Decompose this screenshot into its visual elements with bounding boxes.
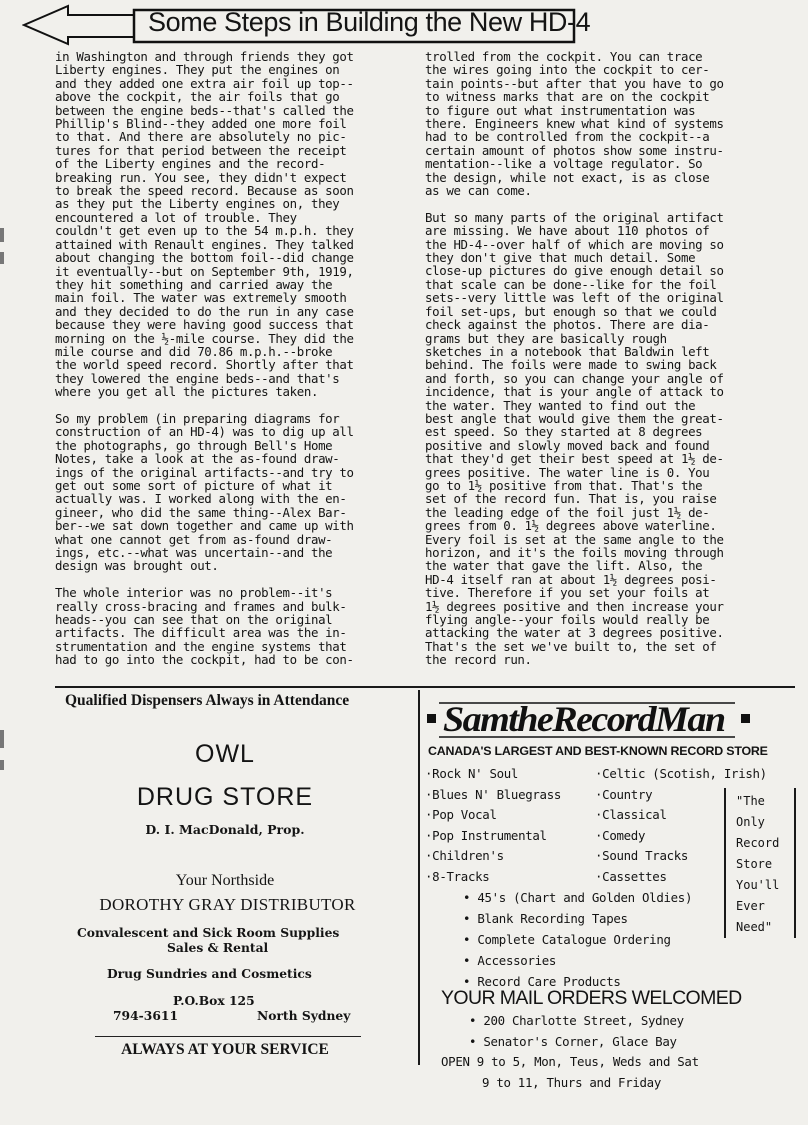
quote-line: Only	[736, 815, 765, 829]
text-line: check against the photos. There are dia-	[425, 317, 710, 333]
genre-item: ·Celtic (Scotish, Irish)	[595, 766, 767, 781]
sam-record-man-ad	[425, 690, 800, 1100]
genre-item: ·Cassettes	[595, 869, 667, 884]
quote-line: "The	[736, 794, 765, 808]
text-line: between the engine beds--that's called the	[55, 102, 354, 118]
text-line: That's the set we've built to, the set of	[425, 638, 717, 654]
text-line: heads--you can see that on the original	[55, 612, 333, 628]
text-line: certain amount of photos show some instru-	[425, 142, 724, 158]
text-line: best angle that would give them the great-	[425, 410, 724, 426]
article-paragraph	[55, 412, 415, 573]
text-line: they lowered the engine beds--and that's	[55, 370, 340, 386]
text-line: and forth, so you can change your angle of	[425, 370, 724, 386]
text-line: flying angle--your foils would really be	[425, 612, 710, 628]
text-line: it eventually--but on September 9th, 1919,	[55, 263, 354, 279]
article-column-right	[425, 50, 805, 680]
text-line: as they put the Liberty engines on, they	[55, 196, 340, 212]
slogan-quote-box	[724, 788, 796, 938]
genre-item: ·Pop Instrumental	[425, 828, 547, 843]
text-line: the record run.	[425, 652, 532, 668]
text-line: go to 1½ positive from that. That's the	[425, 477, 703, 493]
text-line: Phillip's Blind--they added one more foil	[55, 116, 347, 132]
text-line: attained with Renault engines. They talked	[55, 236, 354, 252]
text-line: tain points--but after that you have to go	[425, 75, 724, 91]
quote-line: Record	[736, 836, 780, 850]
text-line: So my problem (in preparing diagrams for	[55, 410, 340, 426]
text-line: morning on the ½-mile course. They did the	[55, 330, 354, 346]
supplies-line1: Convalescent and Sick Room Supplies	[77, 925, 340, 940]
article-column-left	[55, 50, 415, 680]
text-line: because they were having good success that	[55, 317, 354, 333]
text-line: the leading edge of the foil just 1½ de-	[425, 504, 710, 520]
mail-orders-heading: YOUR MAIL ORDERS WELCOMED	[441, 987, 742, 1009]
text-line: attacking the water at 3 degrees positive.	[425, 625, 724, 641]
text-line: construction of an HD-4) was to dig up all	[55, 424, 354, 440]
text-line: there. Engineers knew what kind of systems	[425, 116, 724, 132]
text-line: sketches in a notebook that Baldwin left	[425, 343, 710, 359]
text-line: trolled from the cockpit. You can trace	[425, 49, 703, 64]
text-line: to figure out what instrumentation was	[425, 102, 696, 118]
text-line: encountered a lot of trouble. They	[55, 209, 297, 225]
text-line: Liberty engines. They put the engines on	[55, 62, 340, 78]
attendance-heading: Qualified Dispensers Always in Attendance	[65, 692, 350, 709]
text-line: actually was. I worked along with the en-	[55, 491, 347, 507]
text-line: to break the speed record. Because as soon	[55, 183, 354, 199]
address-line: • Senator's Corner, Glace Bay	[469, 1034, 677, 1049]
proprietor: D. I. MacDonald, Prop.	[145, 822, 305, 837]
text-line: the design, while not exact, is as close	[425, 169, 710, 185]
text-line: and they added one extra air foil up top--	[55, 75, 354, 91]
quote-line: Need"	[736, 920, 773, 934]
section-divider	[55, 686, 795, 688]
text-line: had to be controlled from the cockpit--a	[425, 129, 710, 145]
genre-item: ·Children's	[425, 848, 504, 863]
supplies-line2: Sales & Rental	[167, 940, 269, 955]
sam-the-record-man-logo: SamtheRecordMan	[443, 699, 725, 739]
binder-mark	[0, 730, 4, 748]
text-line: strumentation and the engine systems that	[55, 638, 347, 654]
article-title: Some Steps in Building the New HD-4	[148, 7, 591, 37]
slogan-rule	[95, 1036, 361, 1037]
text-line: they hit something and carried away the	[55, 276, 333, 292]
text-line: to that. And there are absolutely no pic-	[55, 129, 347, 145]
text-line: sets--very little was left of the original	[425, 290, 724, 306]
sundries-line: Drug Sundries and Cosmetics	[107, 966, 312, 981]
quote-line: You'll	[736, 878, 780, 892]
text-line: are missing. We have about 110 photos of	[425, 223, 710, 239]
text-line: Notes, take a look at the as-found draw-	[55, 451, 340, 467]
text-line: about changing the bottom foil--did change	[55, 250, 354, 266]
store-name-line1: OWL	[195, 740, 255, 768]
genre-item: ·Classical	[595, 807, 667, 822]
extra-item: • Record Care Products	[463, 974, 621, 989]
extra-item: • Accessories	[463, 953, 557, 968]
article-paragraph	[425, 211, 805, 667]
text-line: mile course and did 70.86 m.p.h.--broke	[55, 343, 333, 359]
hours-line: OPEN 9 to 5, Mon, Teus, Weds and Sat	[441, 1054, 699, 1069]
text-line: design was brought out.	[55, 558, 219, 574]
text-line: est speed. So they started at 8 degrees	[425, 424, 703, 440]
article-paragraph	[425, 50, 805, 197]
text-line: HD-4 itself ran at about 1½ degrees posi-	[425, 571, 717, 587]
text-line: above the cockpit, the air foils that go	[55, 89, 340, 105]
text-line: as we can come.	[425, 183, 532, 199]
phone-number: 794-3611	[113, 1008, 178, 1023]
text-line: 1½ degrees positive and then increase your	[425, 598, 724, 614]
text-line: close-up pictures do give enough detail so	[425, 263, 724, 279]
genre-item: ·Rock N' Soul	[425, 766, 519, 781]
distributor-line: DOROTHY GRAY DISTRIBUTOR	[99, 895, 356, 914]
text-line: couldn't get even up to the 54 m.p.h. they	[55, 223, 354, 239]
binder-mark	[0, 760, 4, 770]
article-paragraph	[55, 50, 415, 399]
text-line: Every foil is set at the same angle to the	[425, 531, 724, 547]
genre-item: ·Blues N' Bluegrass	[425, 787, 562, 802]
po-box: P.O.Box 125	[173, 993, 255, 1008]
text-line: get out some sort of picture of what it	[55, 477, 333, 493]
text-line: grees positive. The water line is 0. You	[425, 464, 710, 480]
text-line: had to go into the cockpit, had to be con-	[55, 652, 354, 668]
extra-item: • Blank Recording Tapes	[463, 911, 628, 926]
text-line: ings, etc.--what was uncertain--and the	[55, 545, 333, 561]
hours-line: 9 to 11, Thurs and Friday	[482, 1075, 661, 1090]
text-line: the water. They wanted to find out the	[425, 397, 696, 413]
address-line: • 200 Charlotte Street, Sydney	[469, 1013, 684, 1028]
genre-item: ·Comedy	[595, 828, 646, 843]
binder-mark	[0, 252, 4, 264]
text-line: incidence, that is your angle of attack to	[425, 384, 724, 400]
text-line: gineer, who did the same thing--Alex Bar-	[55, 504, 347, 520]
text-line: the water that gave the lift. Also, the	[425, 558, 703, 574]
text-line: that scale can be done--like for the foil	[425, 276, 717, 292]
text-line: positive and slowly moved back and found	[425, 437, 710, 453]
extra-item: • Complete Catalogue Ordering	[463, 932, 671, 947]
text-line: they don't give that much detail. Some	[425, 250, 696, 266]
text-line: the HD-4--over half of which are moving so	[425, 236, 724, 252]
text-line: where you get all the pictures taken.	[55, 384, 319, 400]
text-line: foil set-ups, but enough so that we could	[425, 303, 717, 319]
article-header	[22, 4, 591, 46]
text-line: of the Liberty engines and the record-	[55, 156, 326, 172]
owl-drug-store-ad	[55, 690, 411, 1070]
text-line: horizon, and it's the foils moving through	[425, 545, 724, 561]
city: North Sydney	[257, 1008, 351, 1023]
store-name-line2: DRUG STORE	[136, 783, 314, 811]
text-line: set of the record fun. That is, you raise	[425, 491, 717, 507]
text-line: The whole interior was no problem--it's	[55, 585, 333, 601]
text-line: artifacts. The difficult area was the in-	[55, 625, 347, 641]
text-line: main foil. The water was extremely smooth	[55, 290, 347, 306]
text-line: tures for that period between the receipt	[55, 142, 347, 158]
text-line: grees from 0. 1½ degrees above waterline.	[425, 518, 717, 534]
text-line: But so many parts of the original artifact	[425, 209, 724, 225]
text-line: behind. The foils were made to swing back	[425, 357, 717, 373]
genre-item: ·8-Tracks	[425, 869, 490, 884]
ad-divider	[418, 690, 420, 1065]
text-line: mentation--like a voltage regulator. So	[425, 156, 703, 172]
article-paragraph	[55, 586, 415, 666]
genre-item: ·Pop Vocal	[425, 807, 497, 822]
genre-item: ·Sound Tracks	[595, 848, 689, 863]
tagline: CANADA'S LARGEST AND BEST-KNOWN RECORD STORE	[428, 744, 768, 758]
text-line: the world speed record. Shortly after that	[55, 357, 354, 373]
binder-mark	[0, 228, 4, 242]
text-line: tive. Therefore if you set your foils at	[425, 585, 710, 601]
text-line: really cross-bracing and frames and bulk-	[55, 598, 347, 614]
quote-line: Store	[736, 857, 773, 871]
genre-item: ·Country	[595, 787, 653, 802]
northside-line: Your Northside	[175, 872, 275, 889]
text-line: the photographs, go through Bell's Home	[55, 437, 333, 453]
text-line: in Washington and through friends they got	[55, 49, 354, 64]
quote-line: Ever	[736, 899, 765, 913]
text-line: ber--we sat down together and came up with	[55, 518, 354, 534]
text-line: grams but they are basically rough	[425, 330, 667, 346]
extra-item: • 45's (Chart and Golden Oldies)	[463, 890, 693, 905]
text-line: and they decided to do the run in any case	[55, 303, 354, 319]
slogan: ALWAYS AT YOUR SERVICE	[121, 1041, 329, 1058]
text-line: the wires going into the cockpit to cer-	[425, 62, 710, 78]
text-line: that they'd get their best speed at 1½ de-	[425, 451, 724, 467]
text-line: ings of the original artifacts--and try to	[55, 464, 354, 480]
text-line: breaking run. You see, they didn't expect	[55, 169, 347, 185]
text-line: what one cannot get from as-found draw-	[55, 531, 333, 547]
text-line: to witness marks that are on the cockpit	[425, 89, 710, 105]
